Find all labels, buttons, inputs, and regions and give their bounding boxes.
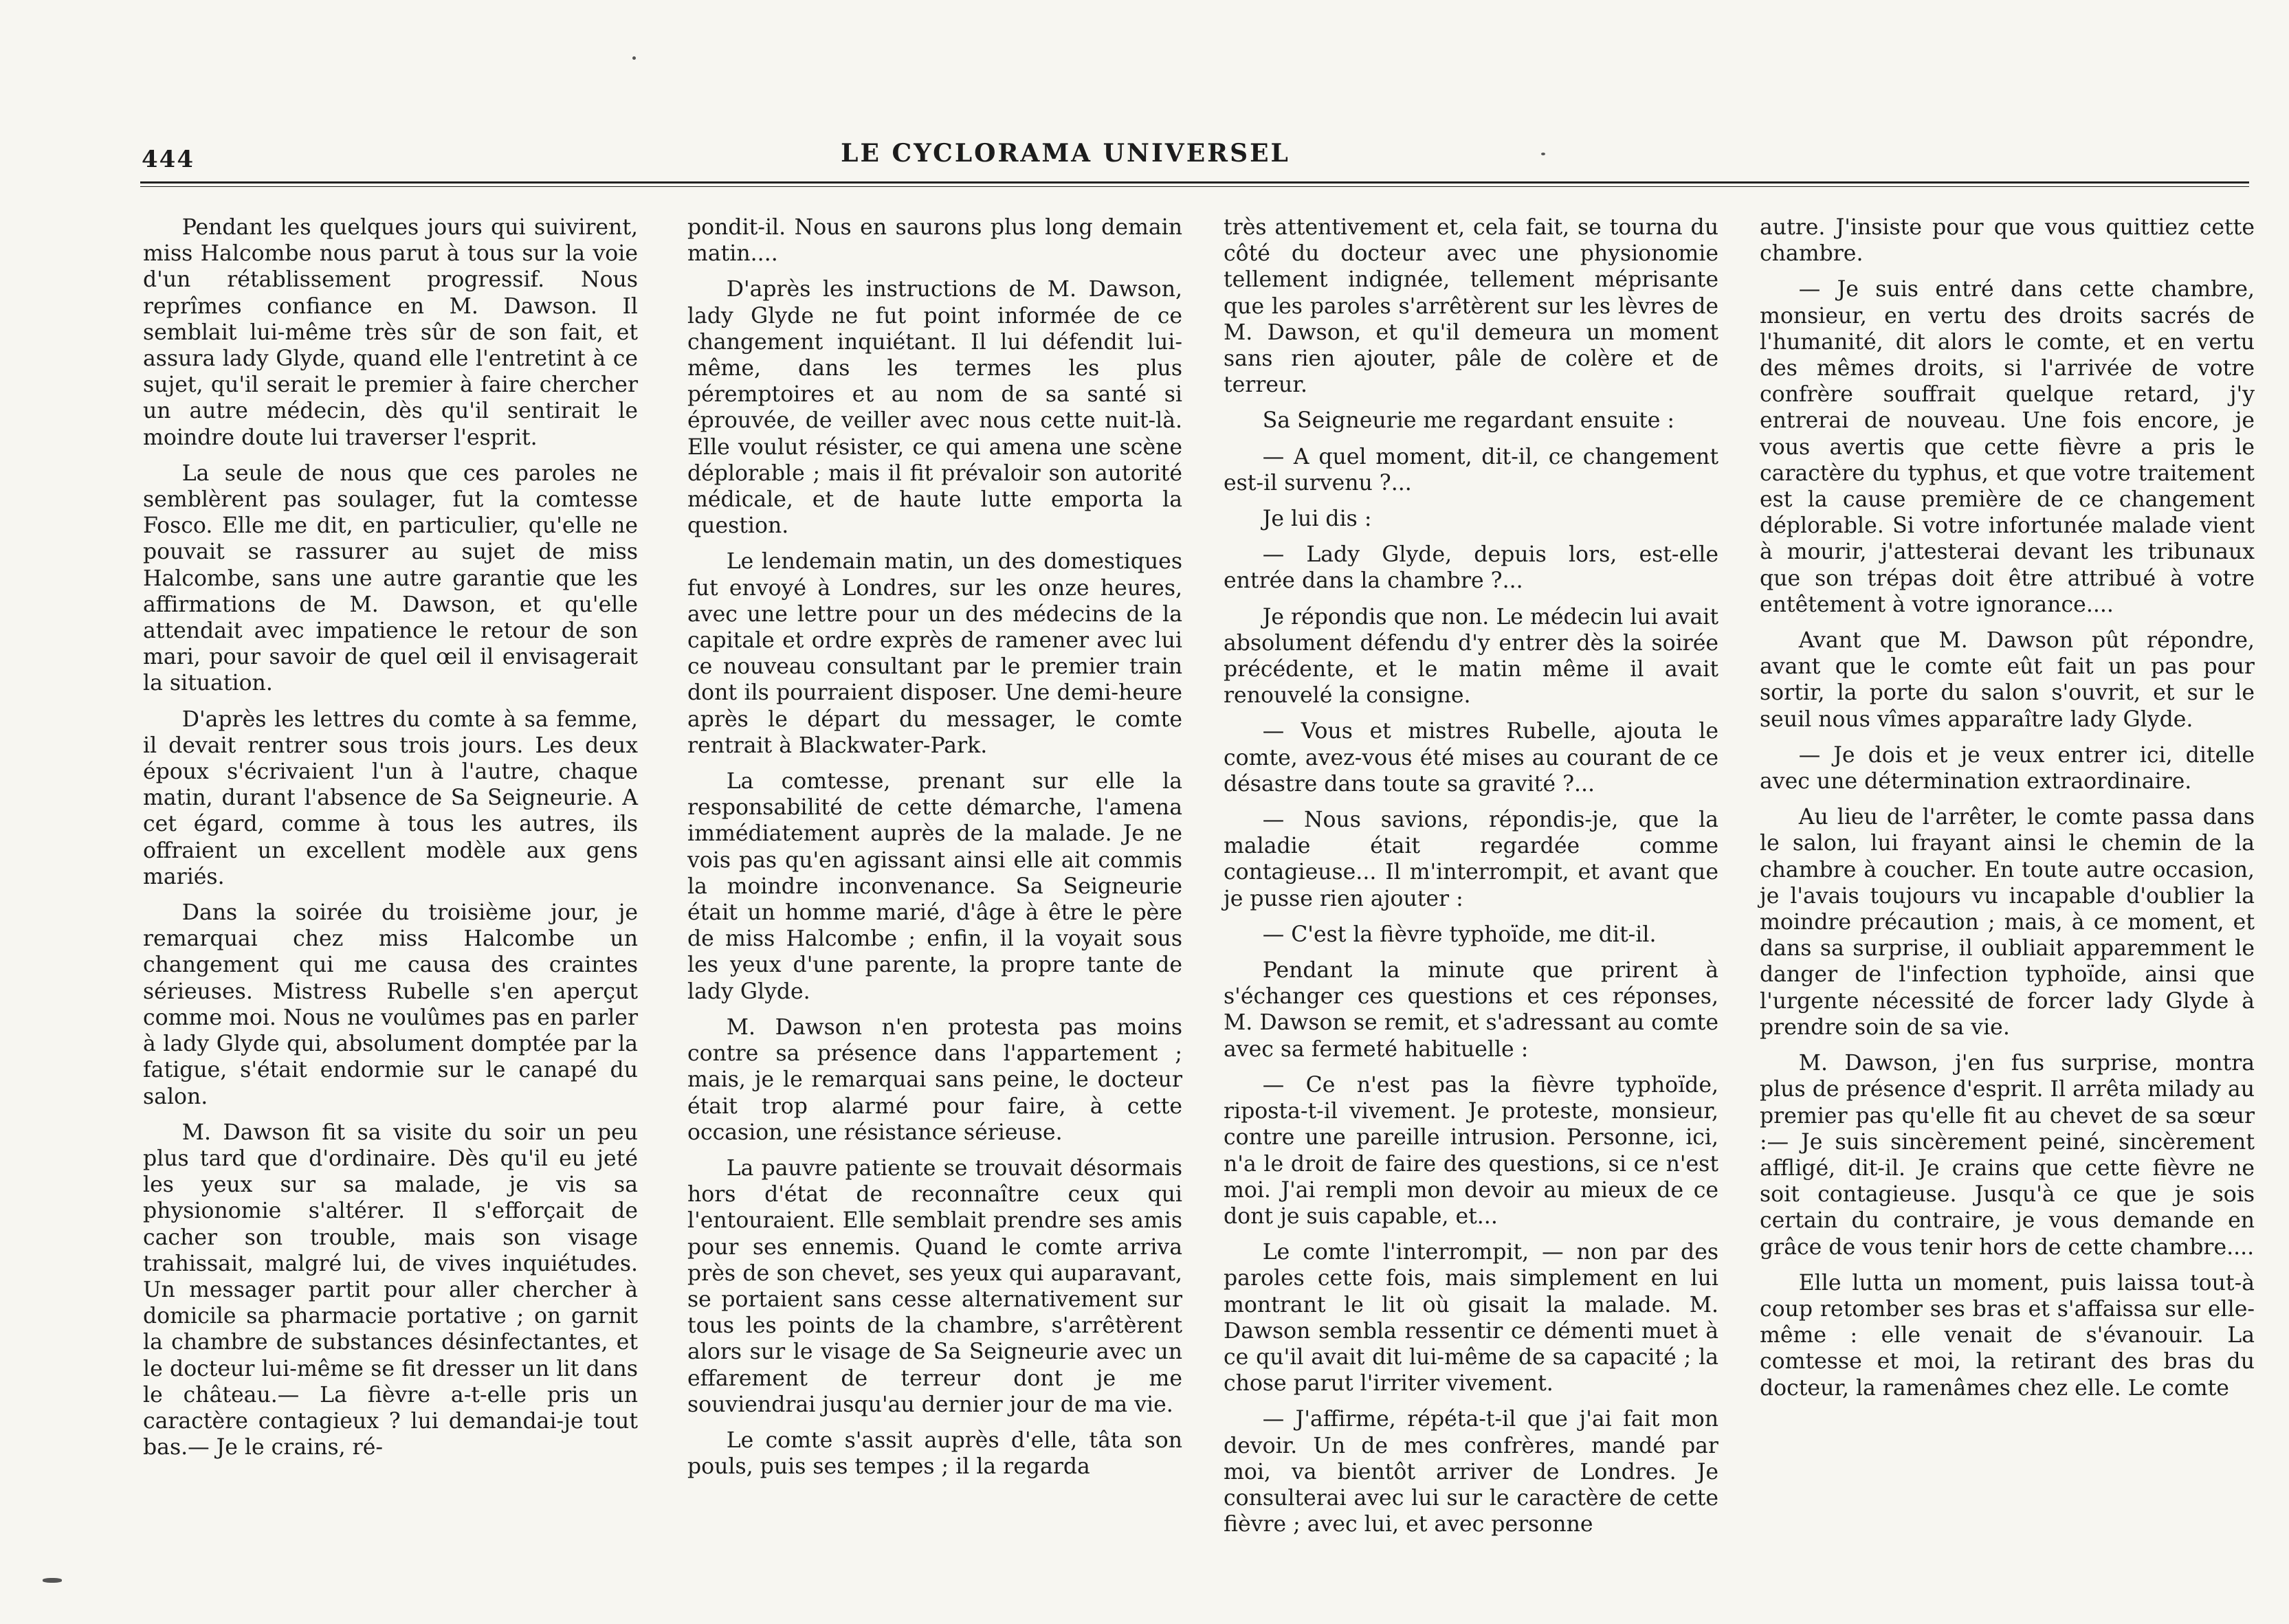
- text-column-3: [1224, 214, 1718, 1547]
- paragraph: M. Dawson fit sa visite du soir un peu plus tard que d'ordinaire. Dès qu'il eu jeté les yeux sur sa malade, je vis sa physionomie s'altérer. Il s'efforçait de cacher son trouble, mais son visage trahissait, malgré lui, de vives inquiétudes. Un messager partit pour aller chercher à domicile sa pharmacie portative ; on garnit la chambre de substances désinfectantes, et le docteur lui-même se fit dresser un lit dans le château.— La fièvre a-t-elle pris un caractère contagieux ? lui demandai-je tout bas.— Je le crains, ré-: [143, 1120, 638, 1460]
- paragraph: — Nous savions, répondis-je, que la maladie était regardée comme contagieuse... Il m'interrompit, et avant que je pusse rien ajouter :: [1224, 808, 1718, 911]
- paragraph: — Vous et mistres Rubelle, ajouta le comte, avez-vous été mises au courant de ce désastre dans toute sa gravité ?...: [1224, 719, 1718, 797]
- page-number: 444: [142, 146, 195, 173]
- text-column-4: [1760, 214, 2255, 1411]
- paragraph: — J'affirme, répéta-t-il que j'ai fait mon devoir. Un de mes confrères, mandé par moi, va bientôt arriver de Londres. Je consulterai avec lui sur le caractère de cette fièvre ; avec lui, et avec personne: [1224, 1407, 1718, 1537]
- paragraph: — C'est la fièvre typhoïde, me dit-il.: [1262, 922, 1657, 947]
- paragraph: Sa Seigneurie me regardant ensuite :: [1262, 408, 1675, 434]
- paragraph: Avant que M. Dawson pût répondre, avant que le comte eût fait un pas pour sortir, la porte du salon s'ouvrit, et sur le seuil nous vîmes apparaître lady Glyde.: [1760, 628, 2255, 732]
- paragraph: Le comte s'assit auprès d'elle, tâta son pouls, puis ses tempes ; il la regarda: [687, 1427, 1182, 1480]
- paragraph: Je répondis que non. Le médecin lui avait absolument défendu d'y entrer dès la soirée précédente, et le matin même il avait renouvelé la consigne.: [1224, 604, 1718, 709]
- paragraph: — Lady Glyde, depuis lors, est-elle entrée dans la chambre ?...: [1224, 542, 1718, 594]
- paragraph: très attentivement et, cela fait, se tourna du côté du docteur avec une physionomie tellement indignée, tellement méprisante que les paroles s'arrêtèrent sur les lèvres de M. Dawson, et qu'il demeura un moment sans rien ajouter, pâle de colère et de terreur.: [1224, 215, 1718, 398]
- paragraph: Dans la soirée du troisième jour, je remarquai chez miss Halcombe un changement qui me causa des craintes sérieuses. Mistress Rubelle s'en aperçut comme moi. Nous ne voulûmes pas en parler à lady Glyde qui, absolument domptée par la fatigue, s'était endormie sur le canapé du salon.: [143, 900, 638, 1109]
- paragraph: La seule de nous que ces paroles ne semblèrent pas soulager, fut la comtesse Fosco. Elle me dit, en particulier, qu'elle ne pouvait se rassurer au sujet de miss Halcombe, sans une autre garantie que les affirmations de M. Dawson, et qu'elle attendait avec impatience le retour de son mari, pour savoir de quel œil il envisagerait la situation.: [143, 460, 638, 696]
- header-rule: [140, 181, 2249, 187]
- paragraph: Pendant les quelques jours qui suivirent, miss Halcombe nous parut à tous sur la voie d'un rétablissement progressif. Nous reprîmes confiance en M. Dawson. Il semblait lui-même très sûr de son fait, et assura lady Glyde, quand elle l'entretint à ce sujet, qu'il serait le premier à faire chercher un autre médecin, dès qu'il sentirait le moindre doute lui traverser l'esprit.: [143, 215, 638, 450]
- paragraph: La comtesse, prenant sur elle la responsabilité de cette démarche, l'amena immédiatement auprès de la malade. Je ne vois pas qu'en agissant ainsi elle ait commis la moindre inconvenance. Sa Seigneurie était un homme marié, d'âge à être le père de miss Halcombe ; enfin, il la voyait sous les yeux d'une parente, la propre tante de lady Glyde.: [687, 769, 1182, 1004]
- paragraph: D'après les instructions de M. Dawson, lady Glyde ne fut point informée de ce changement inquiétant. Il lui défendit lui-même, dans les termes les plus péremptoires et au nom de sa santé si éprouvée, de veiller avec nous cette nuit-là. Elle voulut résister, ce qui amena une scène déplorable ; mais il fit prévaloir son autorité médicale, et de haute lutte emporta la question.: [687, 277, 1182, 539]
- scan-speck: [43, 1578, 62, 1583]
- paragraph: — A quel moment, dit-il, ce changement est-il survenu ?...: [1224, 444, 1718, 496]
- paragraph: M. Dawson n'en protesta pas moins contre sa présence dans l'appartement ; mais, je le remarquai sans peine, le docteur était trop alarmé pour faire, à cette occasion, une résistance sérieuse.: [687, 1014, 1182, 1145]
- scan-speck: [632, 56, 636, 60]
- paragraph: Pendant la minute que prirent à s'échanger ces questions et ces réponses, M. Dawson se remit, et s'adressant au comte avec sa fermeté habituelle :: [1224, 958, 1718, 1062]
- text-column-1: [143, 214, 638, 1470]
- paragraph: pondit-il. Nous en saurons plus long demain matin....: [687, 215, 1182, 267]
- paragraph: — Je suis entré dans cette chambre, monsieur, en vertu des droits sacrés de l'humanité, dit alors le comte, et en vertu des mêmes droits, si l'arrivée de votre confrère souffrait quelque retard, j'y entrerai de nouveau. Une fois encore, je vous avertis que cette fièvre a pris le caractère du typhus, et que votre traitement est la cause première de ce changement déplorable. Si votre infortunée malade vient à mourir, j'attesterai devant les tribunaux que son trépas doit être attribué à votre entêtement à votre ignorance....: [1760, 277, 2255, 617]
- paragraph: Le comte l'interrompit, — non par des paroles cette fois, mais simplement en lui montrant le lit où gisait la malade. M. Dawson sembla ressentir ce démenti muet à ce qu'il avait dit lui-même de sa capacité ; la chose parut l'irriter vivement.: [1224, 1240, 1718, 1397]
- paragraph: Elle lutta un moment, puis laissa tout-à coup retomber ses bras et s'affaissa sur elle-même : elle venait de s'évanouir. La comtesse et moi, la retirant des bras du docteur, la ramenâmes chez elle. Le comte: [1760, 1270, 2255, 1401]
- paragraph: Je lui dis :: [1262, 507, 1372, 532]
- paragraph: D'après les lettres du comte à sa femme, il devait rentrer sous trois jours. Les deux époux s'écrivaient l'un à l'autre, chaque matin, durant l'absence de Sa Seigneurie. A cet égard, comme à tous les autres, ils offraient un excellent modèle aux gens mariés.: [143, 707, 638, 889]
- paragraph: — Ce n'est pas la fièvre typhoïde, riposta-t-il vivement. Je proteste, monsieur, contre une pareille intrusion. Personne, ici, n'a le droit de faire des questions, si ce n'est moi. J'ai rempli mon devoir au mieux de ce dont je suis capable, et...: [1224, 1072, 1718, 1229]
- paragraph: M. Dawson, j'en fus surprise, montra plus de présence d'esprit. Il arrêta milady au premier pas qu'elle fit au chevet de sa sœur :— Je suis sincèrement peiné, sincèrement affligé, dit-il. Je crains que cette fièvre ne soit contagieuse. Jusqu'à ce que je sois certain du contraire, je vous demande en grâce de vous tenir hors de cette chambre....: [1760, 1051, 2255, 1260]
- paragraph: Au lieu de l'arrêter, le comte passa dans le salon, lui frayant ainsi le chemin de la chambre à coucher. En toute autre occasion, je l'avais toujours vu incapable d'oublier la moindre précaution ; mais, à ce moment, et dans sa surprise, il oubliait apparemment le danger de l'infection typhoïde, ainsi que l'urgente nécessité de forcer lady Glyde à prendre soin de sa vie.: [1760, 805, 2255, 1040]
- paragraph: — Je dois et je veux entrer ici, ditelle avec une détermination extraordinaire.: [1760, 742, 2255, 794]
- scan-speck: [1541, 153, 1545, 155]
- paragraph: autre. J'insiste pour que vous quittiez cette chambre.: [1760, 215, 2255, 267]
- paragraph: Le lendemain matin, un des domestiques fut envoyé à Londres, sur les onze heures, avec une lettre pour un des médecins de la capitale et ordre exprès de ramener avec lui ce nouveau consultant par le premier train dont ils pourraient disposer. Une demi-heure après le départ du messager, le comte rentrait à Blackwater-Park.: [687, 549, 1182, 758]
- running-title: LE CYCLORAMA UNIVERSEL: [841, 139, 1290, 168]
- paragraph: La pauvre patiente se trouvait désormais hors d'état de reconnaître ceux qui l'entouraient. Elle semblait prendre ses amis pour ses ennemis. Quand le comte arriva près de son chevet, ses yeux qui auparavant, se portaient sans cesse alternativement sur tous les points de la chambre, s'arrêtèrent alors sur le visage de Sa Seigneurie avec un effarement de terreur dont je me souviendrai jusqu'au dernier jour de ma vie.: [687, 1155, 1182, 1417]
- text-column-2: [687, 214, 1182, 1489]
